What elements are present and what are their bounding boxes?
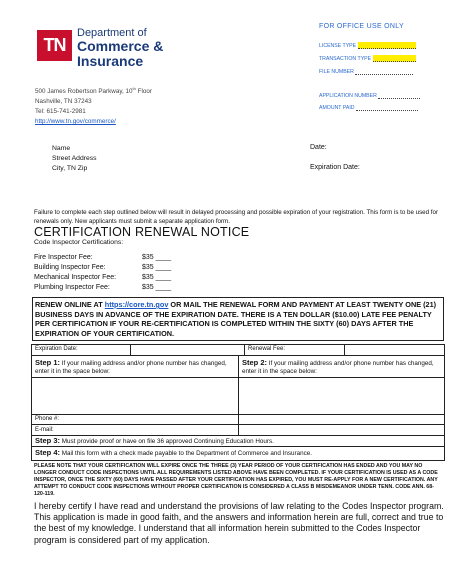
address-line-2: Nashville, TN 37243 bbox=[35, 98, 92, 106]
office-row-amount-paid: AMOUNT PAID bbox=[319, 104, 418, 111]
dept-line-3: Insurance bbox=[77, 53, 144, 69]
step1-instruction: Step 1: If your mailing address and/or phone number has changed, enter it in the space below: bbox=[35, 358, 227, 375]
step4-instruction: Step 4: Mail this form with a check made payable to the Department of Commerce and Insurance. bbox=[35, 448, 313, 457]
certification-statement: I hereby certify I have read and understand the provisions of law relating to the Codes Inspector program. This application is made in good faith, and the answers and information herein are full, correct and true to the best of my knowledge. I understand that all information herein submitted to the Codes Inspector program is considered part of my application. bbox=[34, 501, 444, 545]
transaction-type-field[interactable] bbox=[373, 55, 416, 62]
name-label: Name bbox=[52, 145, 71, 152]
street-label: Street Address bbox=[52, 155, 97, 162]
step2-instruction: Step 2: If your mailing address and/or phone number has changed, enter it in the space below: bbox=[242, 358, 434, 375]
phone-label: Phone #: bbox=[35, 416, 60, 422]
email-field[interactable] bbox=[70, 427, 235, 435]
expiration-date-field[interactable] bbox=[133, 346, 241, 354]
file-number-field[interactable] bbox=[355, 68, 413, 75]
tn-logo: TN bbox=[37, 30, 72, 61]
renewal-instructions-text: RENEW ONLINE AT https://core.tn.gov OR MAIL THE RENEWAL FORM AND PAYMENT AT LEAST TWENTY ONE (21) BUSINESS DAYS IN ADVANCE OF THE EXPIRATION DATE. THERE IS A TEN DOLLAR ($10.00) LATE FEE PENALTY PER CERTIFICATION IF YOUR RE-CERTIFICATION IS COMPLETED WITHIN THE SIXTY (60) DAYS AFTER THE EXPIRATION OF YOUR CERTIFICATION. bbox=[35, 300, 437, 338]
mailing-address-block bbox=[52, 144, 97, 174]
dept-line-2: Commerce & bbox=[77, 38, 164, 54]
department-name bbox=[77, 27, 163, 69]
application-number-field[interactable] bbox=[378, 92, 420, 99]
amount-paid-field[interactable] bbox=[356, 104, 418, 111]
license-type-field[interactable] bbox=[358, 42, 416, 49]
department-address bbox=[35, 84, 152, 127]
expiration-date-label: Expiration Date: bbox=[310, 164, 360, 171]
fee-row-mechanical: Mechanical Inspector Fee: $35 ____ bbox=[34, 274, 172, 281]
office-row-license-type: LICENSE TYPE bbox=[319, 42, 416, 49]
certifications-subtitle: Code Inspector Certifications: bbox=[34, 239, 124, 246]
address-line-1: 500 James Robertson Parkway, 10th Floor bbox=[35, 86, 152, 96]
phone-field[interactable] bbox=[70, 416, 235, 424]
email-label: E-mail: bbox=[35, 427, 54, 433]
date-label: Date: bbox=[310, 144, 327, 151]
old-address-field[interactable] bbox=[33, 379, 236, 413]
fee-row-fire: Fire Inspector Fee: $35 ____ bbox=[34, 254, 172, 261]
step3-instruction: Step 3: Must provide proof or have on file 36 approved Continuing Education Hours. bbox=[35, 436, 274, 445]
expiration-date-cell: Expiration Date: bbox=[35, 346, 78, 352]
dept-line-1: Department of bbox=[77, 27, 147, 39]
office-use-title: FOR OFFICE USE ONLY bbox=[319, 23, 404, 30]
failure-warning: Failure to complete each step outlined below will result in delayed processing and possible expiration of your registration. This form is to be used for renewals only. New applicants must submit a separate application form. bbox=[34, 209, 439, 225]
new-address-field[interactable] bbox=[240, 379, 443, 413]
renewal-fee-cell: Renewal Fee: bbox=[248, 346, 286, 352]
fee-row-plumbing: Plumbing Inspector Fee: $35 ____ bbox=[34, 284, 172, 291]
fee-row-building: Building Inspector Fee: $35 ____ bbox=[34, 264, 172, 271]
city-label: City, TN Zip bbox=[52, 165, 88, 172]
office-row-application-number: APPLICATION NUMBER bbox=[319, 92, 420, 99]
phone-line: Tel: 615-741-2981 bbox=[35, 108, 86, 116]
office-row-file-number: FILE NUMBER bbox=[319, 68, 413, 75]
office-row-transaction-type: TRANSACTION TYPE bbox=[319, 55, 416, 62]
renewal-fee-field[interactable] bbox=[347, 346, 442, 354]
core-tn-gov-link[interactable]: https://core.tn.gov bbox=[104, 300, 169, 309]
website-link[interactable]: http://www.tn.gov/commerce/ bbox=[35, 118, 116, 126]
expiration-fine-print: PLEASE NOTE THAT YOUR CERTIFICATION WILL EXPIRE ONCE THE THREE (3) YEAR PERIOD OF YOUR CERTIFICATION HAS ENDED AND YOU MAY NO LONGER CONDUCT CODE INSPECTIONS UNTIL ALL REQUIREMENTS LISTED ABOVE HAVE BEEN COMPLETED. IF YOUR CERTIFICATION IS USED AS A CODE INSPECTOR, ONCE THE SIXTY (60) DAYS HAVE PASSED AFTER YOUR CERTIFICATION HAS EXPIRED, YOU MUST RE-APPLY FOR A NEW CERTIFICATION. ANY ATTEMPT TO CONDUCT CODE INSPECTIONS WITHOUT PROPER CERTIFICATION IS CONSIDERED A CLASS B MISDEMEANOR UNDER TENN. CODE ANN. 68-120-119. bbox=[34, 463, 438, 497]
page-title: CERTIFICATION RENEWAL NOTICE bbox=[34, 225, 250, 239]
